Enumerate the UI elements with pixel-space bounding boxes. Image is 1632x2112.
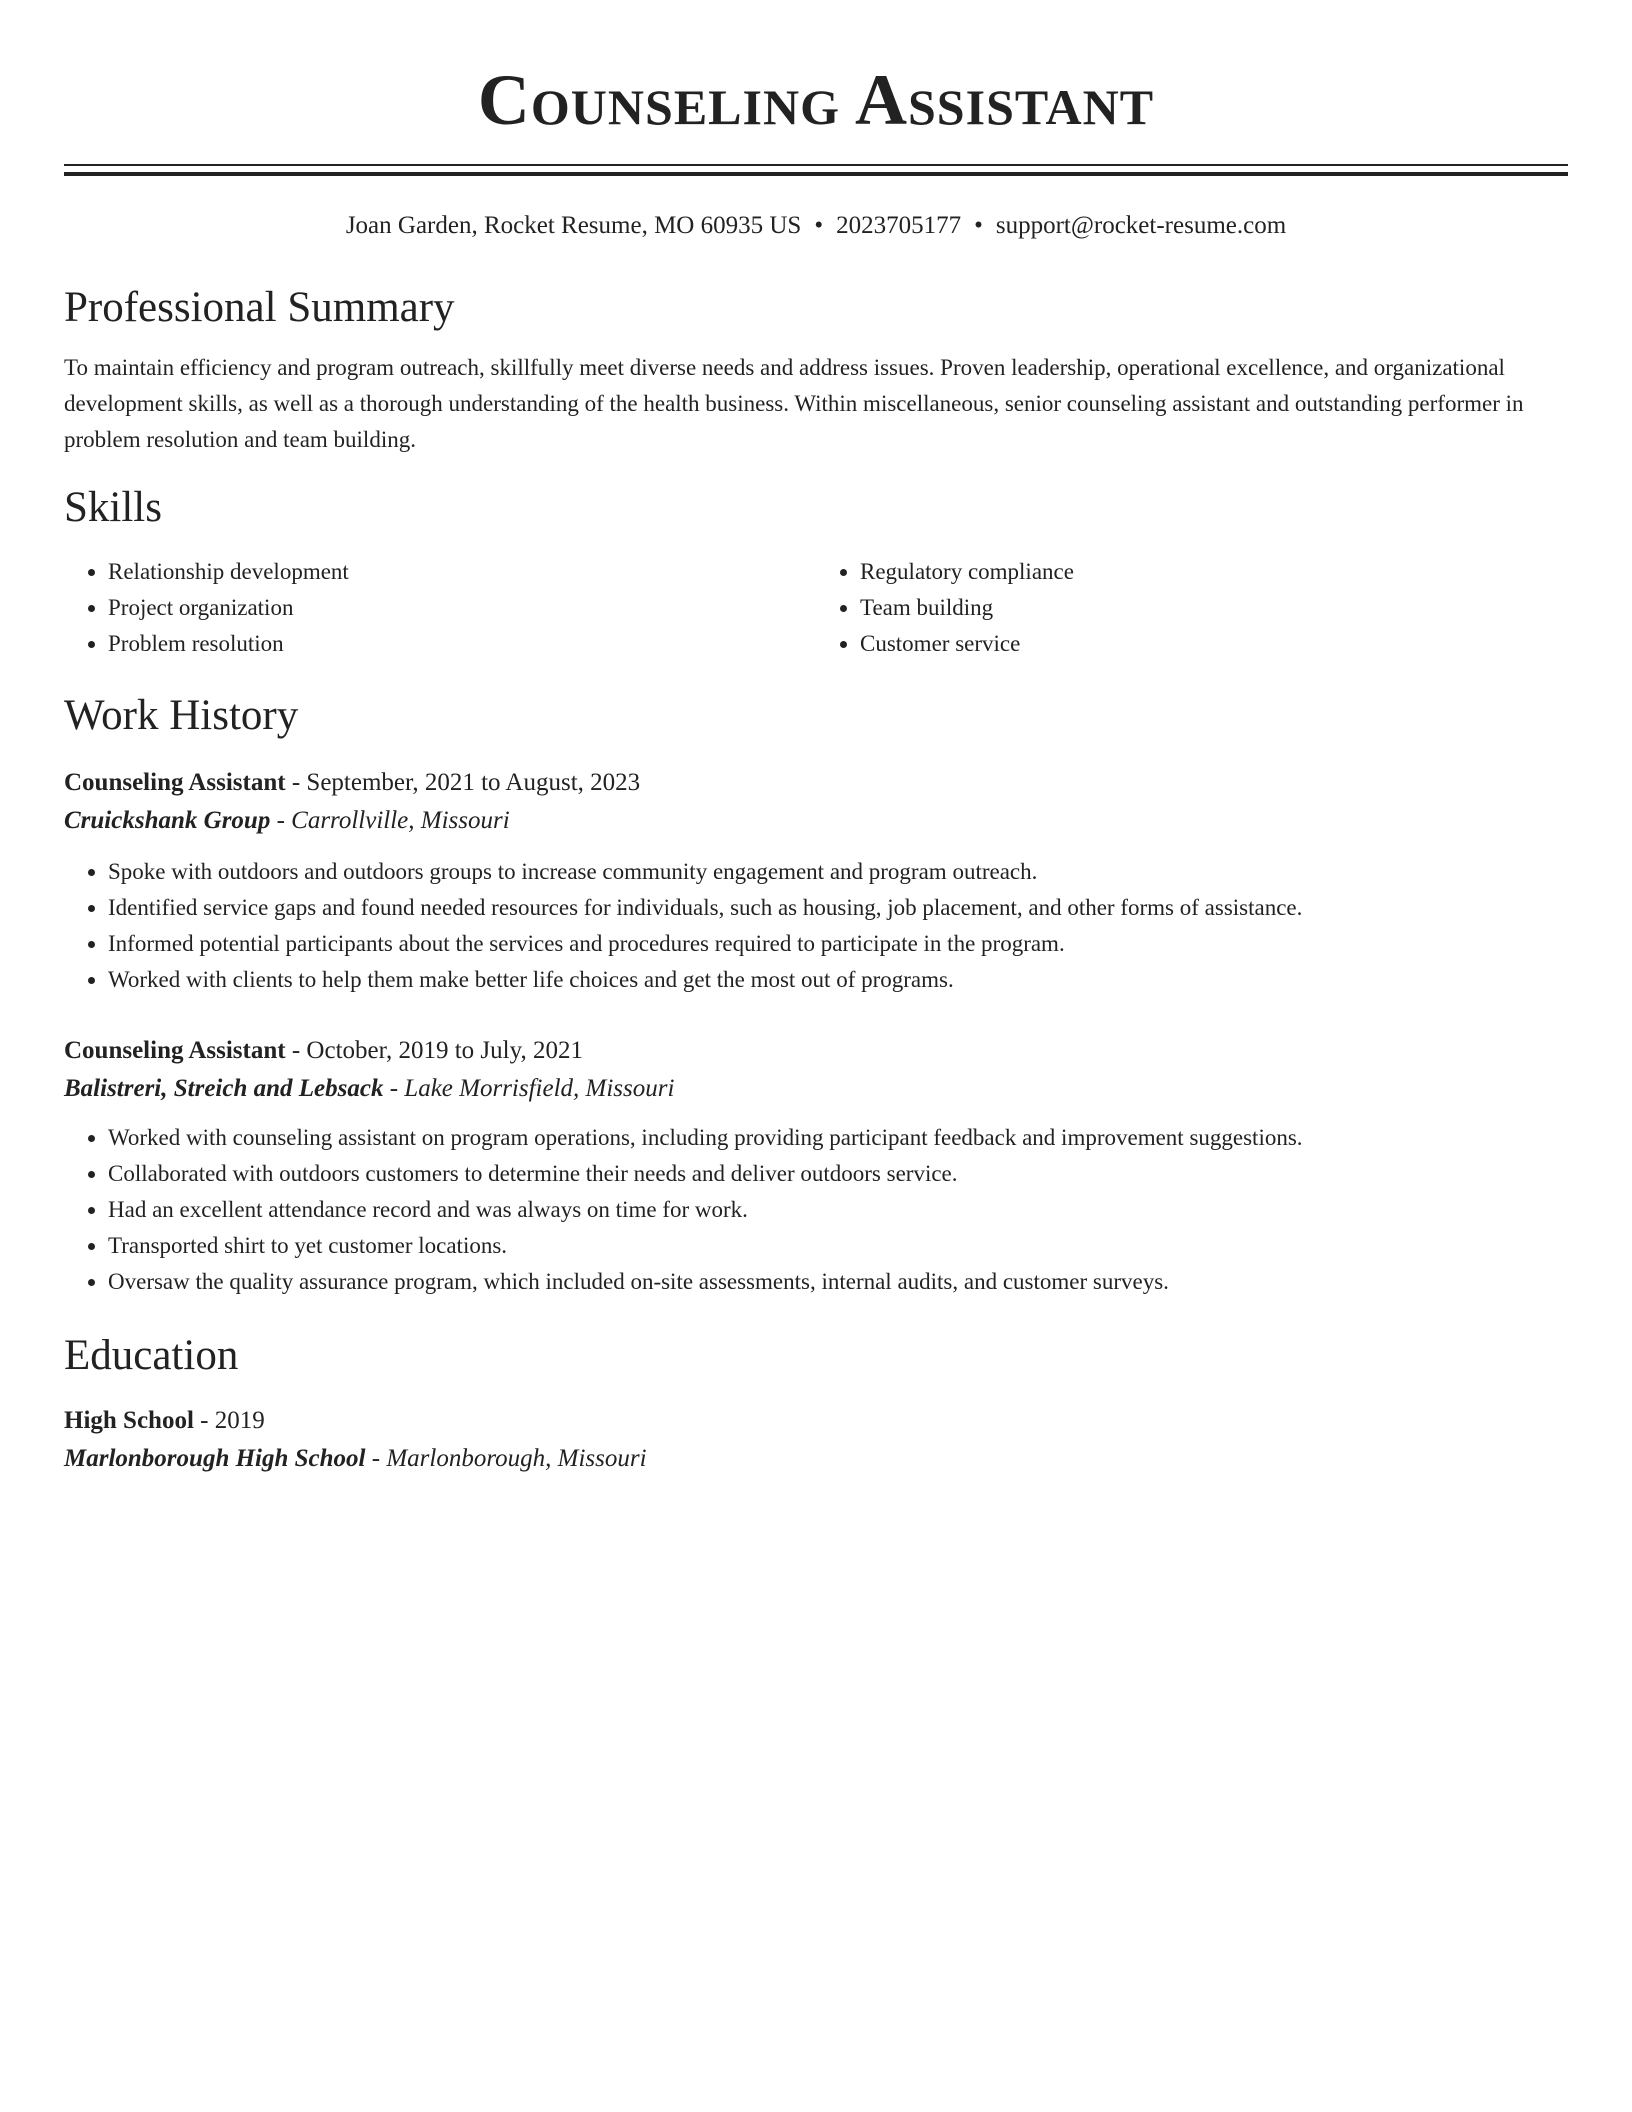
education-heading: Education (64, 1332, 239, 1379)
contact-address: Joan Garden, Rocket Resume, MO 60935 US (345, 212, 802, 239)
employer-location: - Lake Morrisfield, Missouri (383, 1075, 675, 1102)
job-bullet: • Transported shirt to yet customer locations. (108, 1228, 1568, 1264)
employer-line (64, 1070, 1568, 1108)
title-divider-thin (64, 164, 1568, 166)
education-entry (64, 1402, 1568, 1478)
employer-line (64, 802, 1568, 840)
title-divider-thick (64, 172, 1568, 176)
skill-item: • Problem resolution (108, 626, 816, 662)
job-bullet: • Collaborated with outdoors customers to determine their needs and deliver outdoors service. (108, 1156, 1568, 1192)
job-dates: - October, 2019 to July, 2021 (285, 1037, 583, 1064)
school-name: Marlonborough High School (64, 1445, 366, 1472)
skills-left-list (64, 554, 816, 662)
skills-section (64, 482, 1568, 662)
education-section (64, 1330, 1568, 1478)
school-line (64, 1440, 1568, 1478)
job-title: Counseling Assistant (64, 769, 286, 796)
graduation-year: - 2019 (193, 1407, 265, 1434)
skill-item: • Team building (860, 590, 1568, 626)
job-title-line (64, 1032, 1568, 1070)
summary-heading: Professional Summary (64, 284, 455, 331)
employer-name: Balistreri, Streich and Lebsack (64, 1075, 384, 1102)
contact-phone: 2023705177 (836, 212, 962, 239)
work-history-heading: Work History (64, 692, 299, 739)
job-entry (64, 1032, 1568, 1300)
summary-section (64, 282, 1568, 458)
employer-location: - Carrollville, Missouri (270, 807, 510, 834)
job-bullet: • Identified service gaps and found needed resources for individuals, such as housing, job placement, and other forms of assistance. (108, 890, 1568, 926)
job-bullet: • Worked with counseling assistant on program operations, including providing participant feedback and improvement suggestions. (108, 1120, 1568, 1156)
job-title: Counseling Assistant (64, 1037, 286, 1064)
school-location: - Marlonborough, Missouri (365, 1445, 647, 1472)
job-bullet: • Spoke with outdoors and outdoors groups to increase community engagement and program outreach. (108, 854, 1568, 890)
skills-right-list (816, 554, 1568, 662)
degree: High School (64, 1407, 194, 1434)
contact-line (64, 210, 1568, 242)
job-bullet: • Worked with clients to help them make better life choices and get the most out of programs. (108, 962, 1568, 998)
contact-separator: • (814, 212, 824, 239)
job-title-line (64, 764, 1568, 802)
skill-item: • Regulatory compliance (860, 554, 1568, 590)
job-bullet: • Oversaw the quality assurance program, which included on-site assessments, internal audits, and customer surveys. (108, 1264, 1568, 1300)
skills-heading: Skills (64, 484, 162, 531)
summary-text: To maintain efficiency and program outreach, skillfully meet diverse needs and address issues. Proven leadership, operational excellence, and organizational development skills, as well as a thorough understanding of the health business. Within miscellaneous, senior counseling assistant and outstanding performer in problem resolution and team building. (64, 355, 1524, 452)
degree-line (64, 1402, 1568, 1440)
resume-title: Counseling Assistant (477, 60, 1155, 140)
contact-separator: • (974, 212, 983, 239)
job-dates: - September, 2021 to August, 2023 (285, 769, 641, 796)
job-bullets (64, 854, 1568, 998)
job-bullet: • Had an excellent attendance record and was always on time for work. (108, 1192, 1568, 1228)
contact-email: support@rocket-resume.com (995, 212, 1287, 239)
skills-columns (64, 554, 1568, 662)
job-bullets (64, 1120, 1568, 1300)
job-bullet: • Informed potential participants about the services and procedures required to participate in the program. (108, 926, 1568, 962)
skill-item: • Project organization (108, 590, 816, 626)
work-history-section (64, 690, 1568, 1300)
employer-name: Cruickshank Group (64, 807, 271, 834)
skill-item: • Relationship development (108, 554, 816, 590)
skill-item: • Customer service (860, 626, 1568, 662)
job-entry (64, 764, 1568, 998)
